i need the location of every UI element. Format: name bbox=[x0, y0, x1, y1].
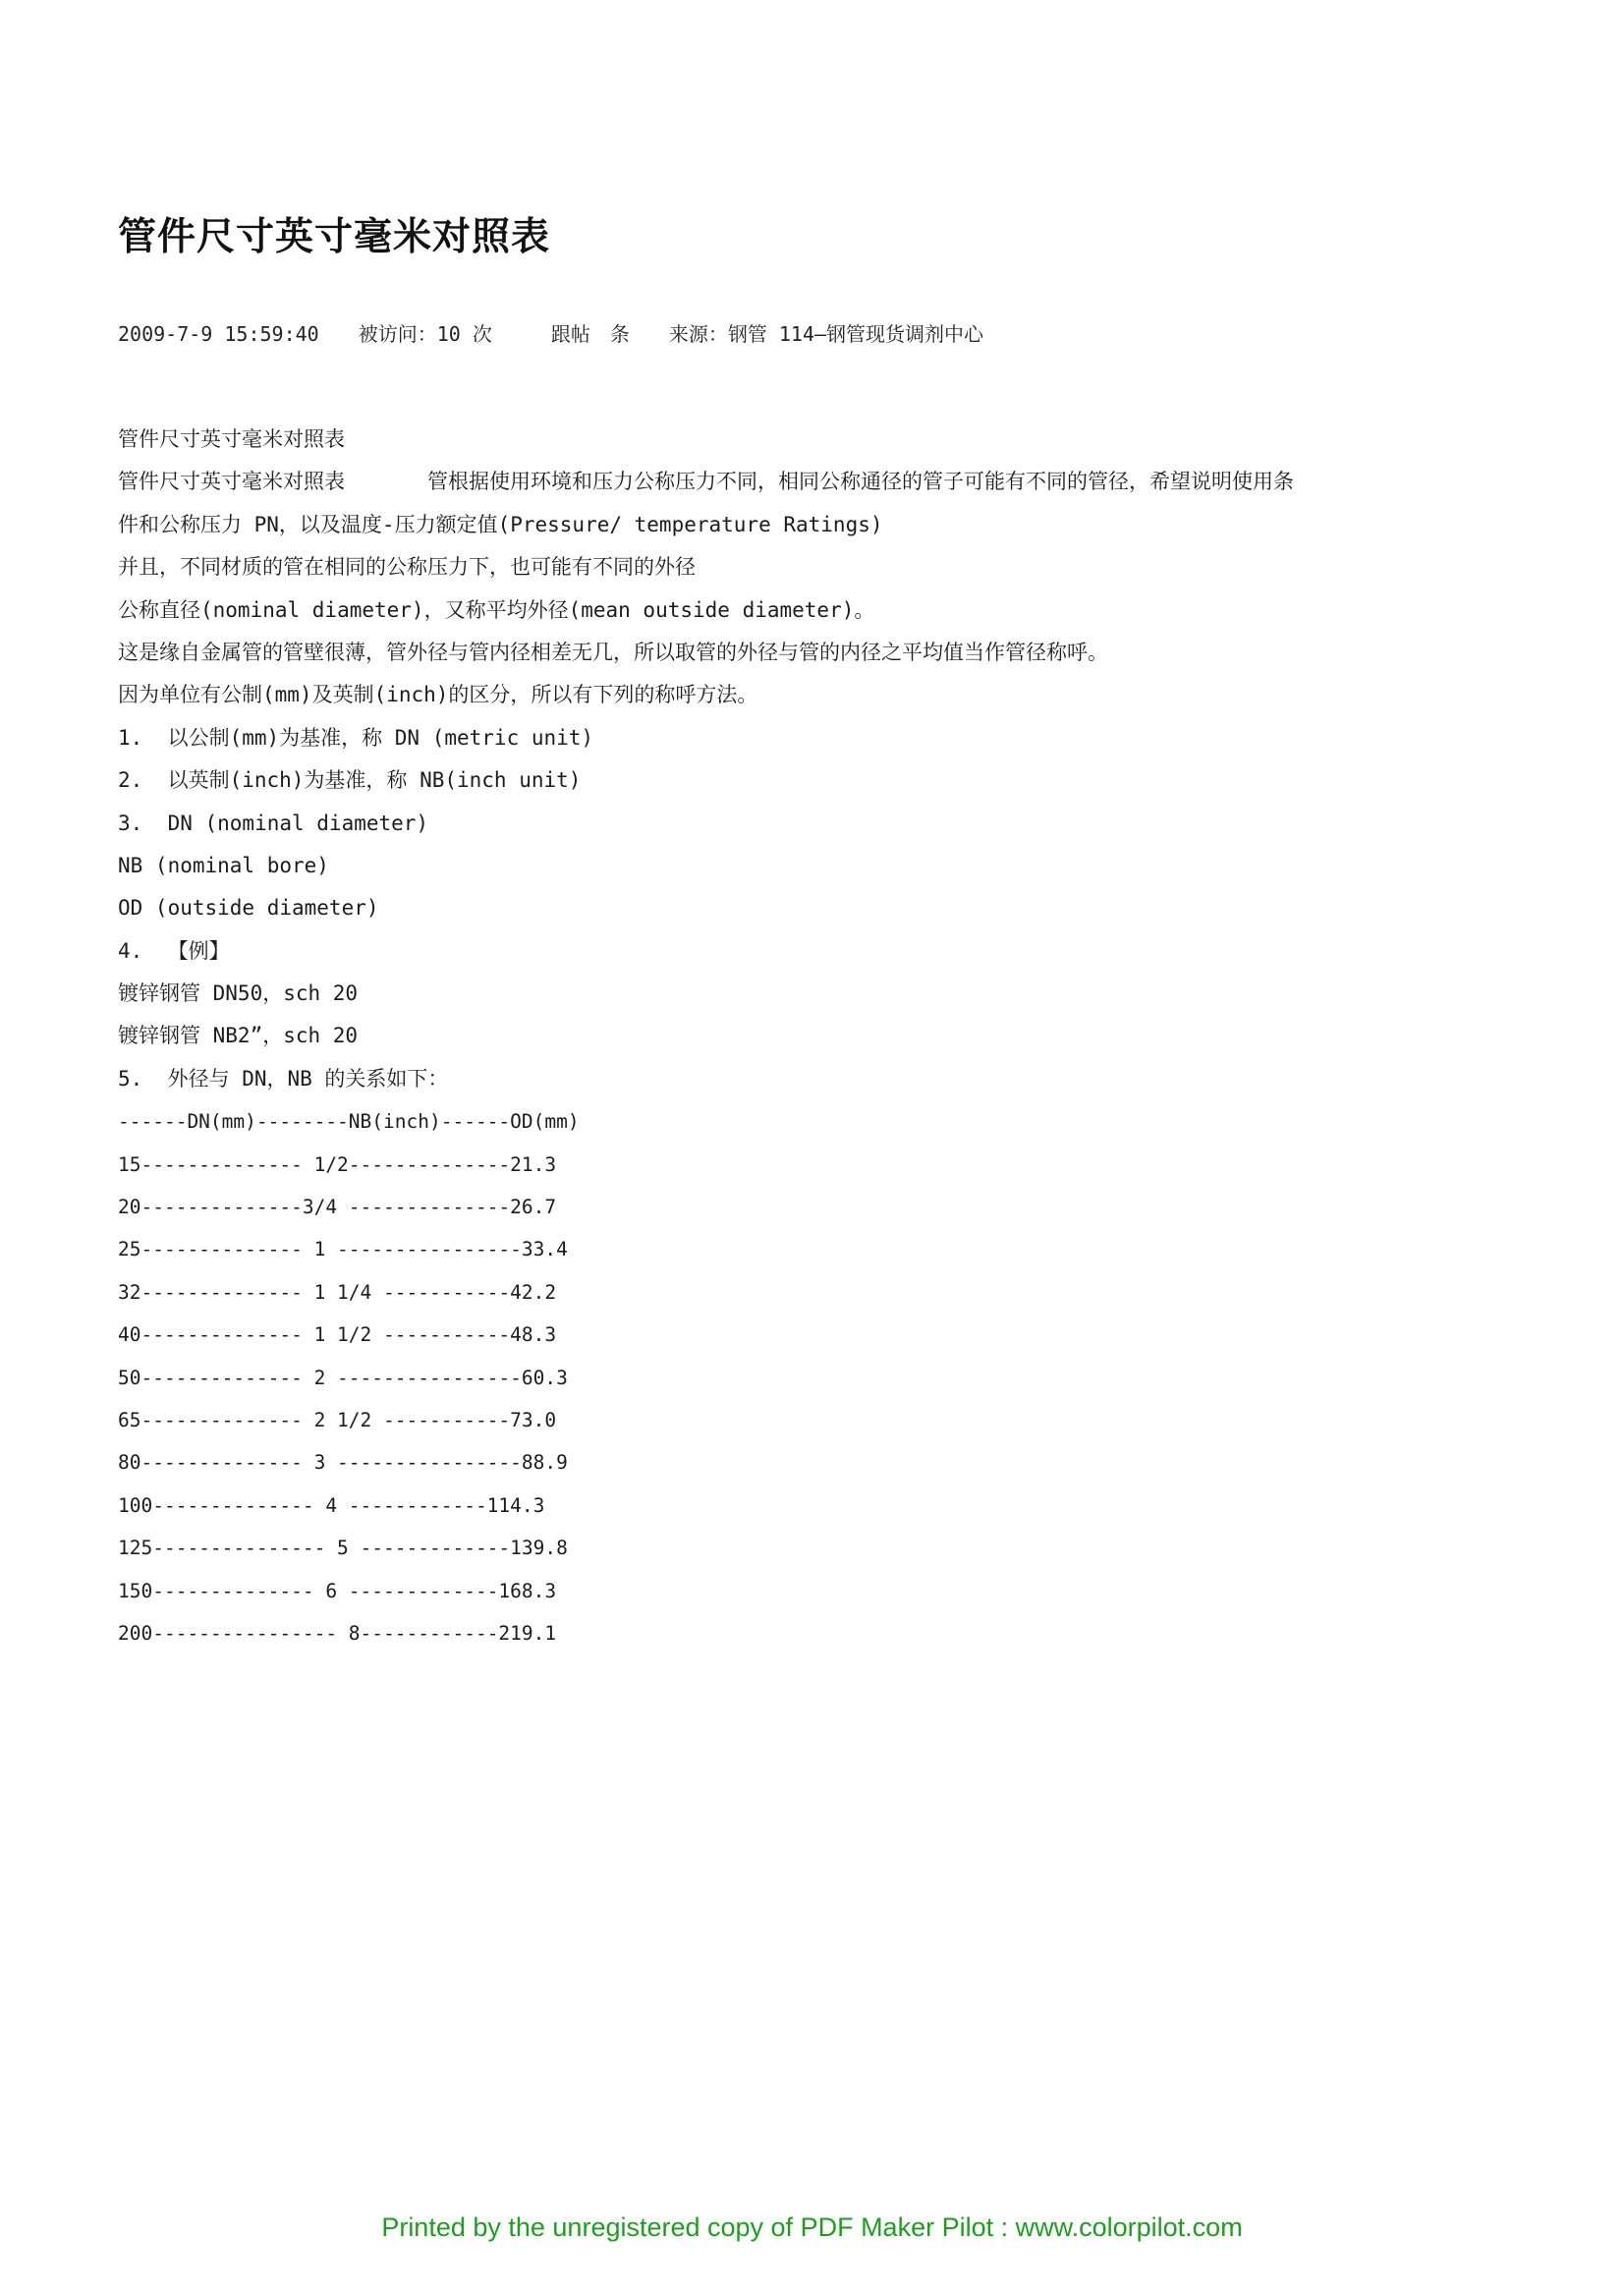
body-line: 件和公称压力 PN，以及温度-压力额定值(Pressure/ temperature Ratings) bbox=[118, 512, 883, 536]
body-line: 镀锌钢管 DN50，sch 20 bbox=[118, 981, 359, 1006]
size-table-line: 40-------------- 1 1/2 -----------48.3 bbox=[118, 1323, 557, 1347]
size-table-line: 32-------------- 1 1/4 -----------42.2 bbox=[118, 1280, 557, 1304]
size-table-line: 125--------------- 5 -------------139.8 bbox=[118, 1537, 568, 1560]
body-line: 4. 【例】 bbox=[118, 938, 230, 963]
body-line: 因为单位有公制(mm)及英制(inch)的区分，所以有下列的称呼方法。 bbox=[118, 683, 758, 707]
body-line: OD (outside diameter) bbox=[118, 896, 379, 921]
article-body bbox=[118, 419, 1562, 1654]
body-line: 管件尺寸英寸毫米对照表 管根据使用环境和压力公称压力不同，相同公称通径的管子可能有不同的管径，希望说明使用条 bbox=[118, 470, 1294, 494]
size-table-line: 25-------------- 1 ----------------33.4 bbox=[118, 1238, 568, 1261]
size-table-line: 50-------------- 2 ----------------60.3 bbox=[118, 1366, 568, 1389]
size-table-line: 200---------------- 8------------219.1 bbox=[118, 1621, 557, 1645]
size-table-line: 80-------------- 3 ----------------88.9 bbox=[118, 1451, 568, 1475]
body-line: 5. 外径与 DN，NB 的关系如下： bbox=[118, 1066, 449, 1091]
body-line: 镀锌钢管 NB2”，sch 20 bbox=[118, 1024, 359, 1048]
body-line: 这是缘自金属管的管壁很薄，管外径与管内径相差无几，所以取管的外径与管的内径之平均值当作管径称呼。 bbox=[118, 640, 1108, 664]
size-table-line: 100-------------- 4 ------------114.3 bbox=[118, 1493, 545, 1517]
pdf-maker-watermark: Printed by the unregistered copy of PDF Maker Pilot : www.colorpilot.com bbox=[381, 2212, 1243, 2242]
body-line: 3. DN (nominal diameter) bbox=[118, 811, 429, 835]
body-text-block bbox=[118, 419, 1562, 1100]
body-line: 1. 以公制(mm)为基准，称 DN (metric unit) bbox=[118, 725, 594, 750]
size-table-line: 15-------------- 1/2--------------21.3 bbox=[118, 1152, 557, 1176]
size-table-line: 20--------------3/4 --------------26.7 bbox=[118, 1196, 557, 1219]
body-line: 公称直径(nominal diameter)，又称平均外径(mean outside diameter)。 bbox=[118, 597, 875, 622]
body-line: NB (nominal bore) bbox=[118, 853, 329, 877]
size-table-line: 150-------------- 6 -------------168.3 bbox=[118, 1579, 557, 1602]
dn-nb-od-size-table bbox=[118, 1100, 1562, 1654]
size-table-line: 65-------------- 2 1/2 -----------73.0 bbox=[118, 1408, 557, 1431]
article-meta-line: 2009-7-9 15:59:40 被访问：10 次 跟帖 条 来源：钢管 114—钢管现货调剂中心 bbox=[118, 322, 984, 346]
body-line: 管件尺寸英寸毫米对照表 bbox=[118, 427, 345, 451]
body-line: 2. 以英制(inch)为基准，称 NB(inch unit) bbox=[118, 768, 582, 793]
page-title: 管件尺寸英寸毫米对照表 bbox=[118, 214, 551, 259]
body-line: 并且，不同材质的管在相同的公称压力下，也可能有不同的外径 bbox=[118, 555, 696, 580]
size-table-line: ------DN(mm)--------NB(inch)------OD(mm) bbox=[118, 1110, 580, 1134]
